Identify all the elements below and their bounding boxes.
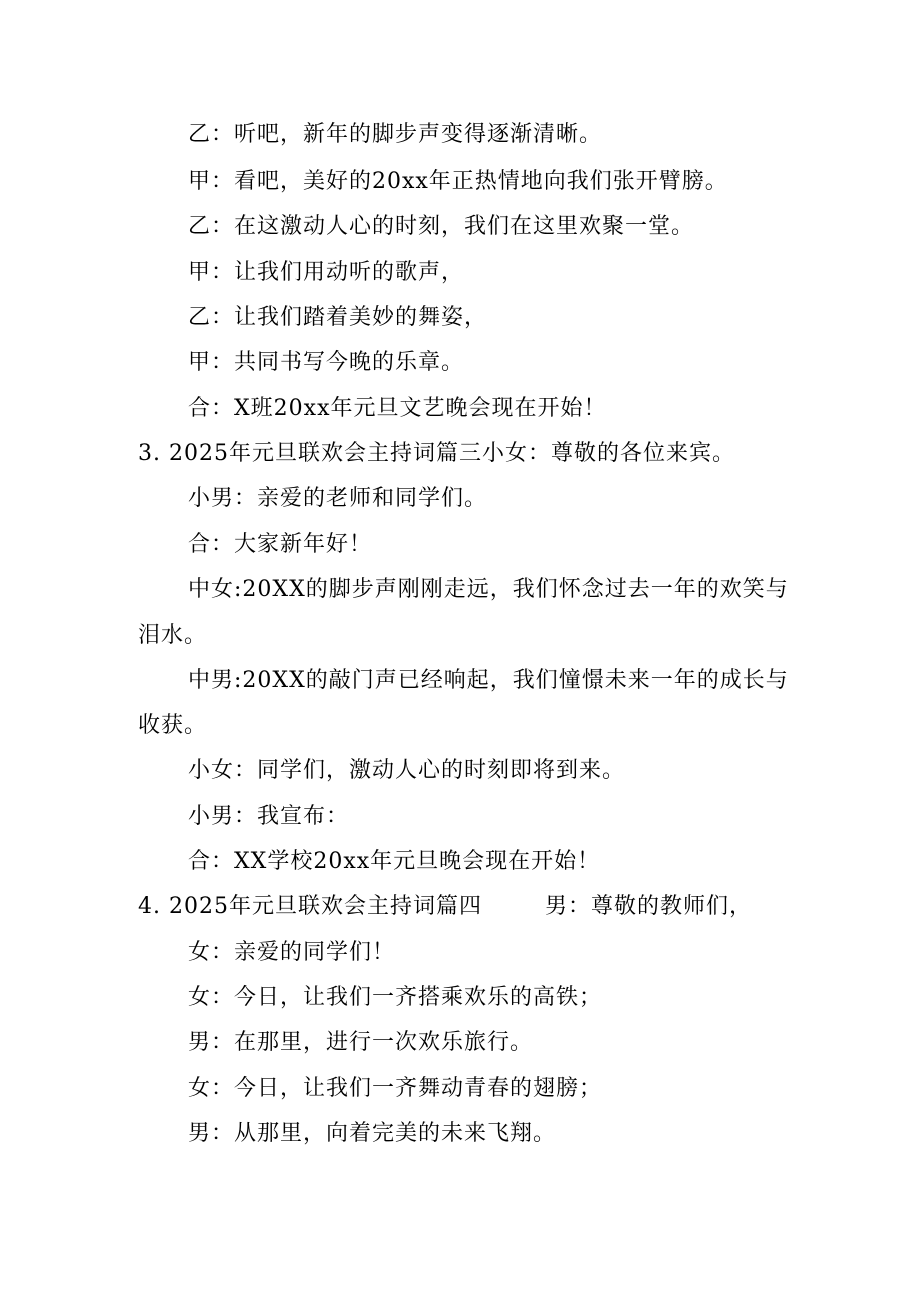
text-line: 小男：我宣布：: [188, 804, 350, 829]
text-line: 女：今日，让我们一齐舞动青春的翅膀；: [188, 1076, 603, 1101]
text-line: 中男:20XX的敲门声已经响起，我们憧憬未来一年的成长与: [188, 668, 789, 693]
section-heading: 3. 2025年元旦联欢会主持词篇三小女：尊敬的各位来宾。: [138, 441, 735, 466]
text-line: 甲：共同书写今晚的乐章。: [188, 350, 465, 375]
text-line: 小男：亲爱的老师和同学们。: [188, 486, 488, 511]
text-line: 合：XX学校20xx年元旦晚会现在开始！: [188, 849, 601, 874]
text-line: 乙：让我们踏着美妙的舞姿，: [188, 305, 488, 330]
text-line: 男：从那里，向着完美的未来飞翔。: [188, 1121, 557, 1146]
text-line: 乙：听吧，新年的脚步声变得逐渐清晰。: [188, 122, 603, 147]
text-line: 女：亲爱的同学们！: [188, 940, 396, 965]
text-line: 男：在那里，进行一次欢乐旅行。: [188, 1030, 534, 1055]
text-line-continuation: 泪水。: [138, 623, 208, 648]
text-line: 乙：在这激动人心的时刻，我们在这里欢聚一堂。: [188, 214, 695, 239]
text-line: 合：X班20xx年元旦文艺晚会现在开始！: [188, 396, 607, 421]
text-line: 中女:20XX的脚步声刚刚走远，我们怀念过去一年的欢笑与: [188, 577, 789, 602]
text-line: 甲：让我们用动听的歌声，: [188, 260, 465, 285]
text-line: 合：大家新年好！: [188, 532, 373, 557]
text-line-continuation: 收获。: [138, 713, 208, 738]
section-heading: 4. 2025年元旦联欢会主持词篇四: [138, 894, 482, 919]
text-line: 甲：看吧，美好的20xx年正热情地向我们张开臂膀。: [188, 169, 728, 194]
text-line: 小女：同学们，激动人心的时刻即将到来。: [188, 758, 626, 783]
text-line: 女：今日，让我们一齐搭乘欢乐的高铁；: [188, 985, 603, 1010]
text-line: 男：尊敬的教师们，: [545, 894, 753, 919]
